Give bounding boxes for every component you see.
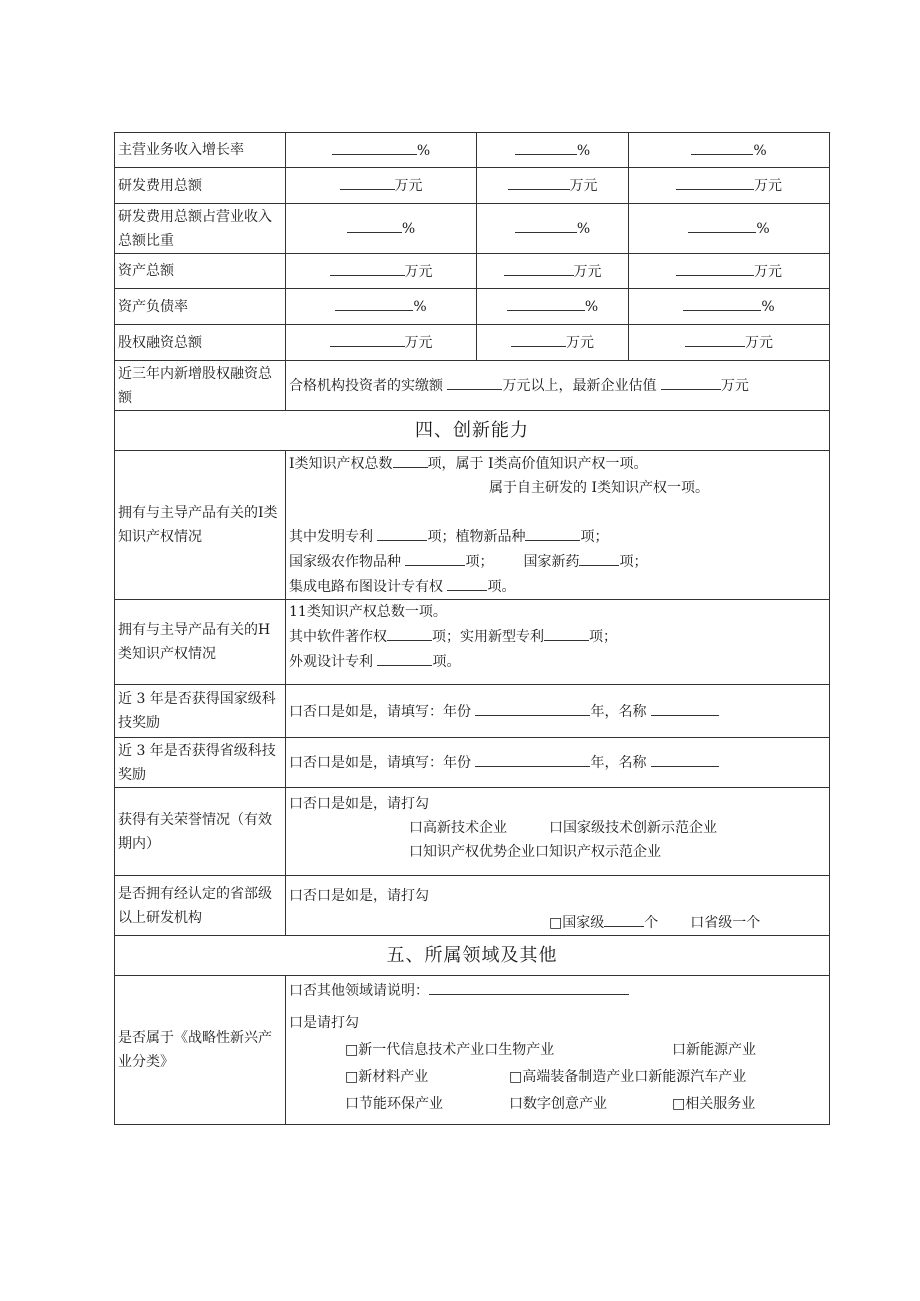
row-label: 近三年内新增股权融资总额 (115, 361, 286, 411)
row-label: 股权融资总额 (115, 325, 286, 361)
honor-ip-checkboxes[interactable]: 口知识产权优势企业口知识产权示范企业 (409, 844, 661, 860)
row-national-award: 近 3 年是否获得国家级科技奖励 口否口是如是，请填写：年份 年，名称 (115, 685, 830, 738)
value-field[interactable] (507, 294, 585, 311)
section-title: 五、所属领域及其他 (115, 936, 830, 976)
row-label: 获得有关荣誉情况（有效期内） (115, 788, 286, 876)
count-field[interactable] (579, 549, 619, 566)
value-field[interactable] (691, 138, 753, 155)
section-title: 四、创新能力 (115, 411, 830, 451)
row-total-assets: 资产总额 万元 万元 万元 (115, 254, 830, 289)
honor-national-demo-checkbox[interactable]: 口国家级技术创新示范企业 (549, 820, 717, 836)
value-field[interactable] (515, 216, 577, 233)
count-field[interactable] (525, 524, 580, 541)
industry-checkbox-new-energy[interactable]: 口新能源产业 (672, 1042, 756, 1058)
count-field[interactable] (377, 649, 432, 666)
count-field[interactable] (387, 624, 432, 641)
enterprise-form-table (114, 132, 830, 1125)
row-ip-class2: 拥有与主导产品有关的H类知识产权情况 11类知识产权总数一项。 其中软件著作权 项；实用新型专利 项； 外观设计专利 项。 (115, 600, 830, 685)
count-field[interactable] (604, 910, 644, 927)
provincial-level-checkbox[interactable]: 口省级一个 (690, 915, 761, 931)
row-new-equity: 近三年内新增股权融资总额 合格机构投资者的实缴额 万元以上，最新企业估值 万元 (115, 361, 830, 411)
row-rnd-institution: 是否拥有经认定的省部级以上研发机构 口否口是如是，请打勾 □国家级 个 口省级一个 (115, 876, 830, 936)
row-provincial-award: 近 3 年是否获得省级科技奖励 口否口是如是，请填写：年份 年，名称 (115, 738, 830, 788)
industry-checkbox-equipment-ev[interactable]: □高端装备制造产业口新能源汽车产业 (509, 1069, 747, 1085)
row-label: 近 3 年是否获得省级科技奖励 (115, 738, 286, 788)
value-field[interactable] (504, 259, 574, 276)
honor-high-tech-checkbox[interactable]: 口高新技术企业 (409, 820, 507, 836)
value-field[interactable] (515, 138, 577, 155)
count-field[interactable] (447, 574, 487, 591)
row-label: 主营业务收入增长率 (115, 133, 286, 168)
row-label: 资产负债率 (115, 289, 286, 325)
row-ip-class1: 拥有与主导产品有关的I类知识产权情况 I类知识产权总数 项，属于 I类高价值知识产权一项。 属于自主研发的 I类知识产权一项。 其中发明专利 项；植物新品种 项； 国家级农作物品种 项； 国家新药 项； 集成电路布图设计专有权 项。 (115, 451, 830, 600)
industry-checkbox-green[interactable]: 口节能环保产业 (345, 1096, 443, 1112)
name-field[interactable] (651, 699, 719, 716)
value-field[interactable] (676, 259, 754, 276)
value-field[interactable] (335, 294, 413, 311)
row-label: 是否拥有经认定的省部级以上研发机构 (115, 876, 286, 936)
value-field[interactable] (683, 294, 761, 311)
row-label: 资产总额 (115, 254, 286, 289)
value-field[interactable] (676, 173, 754, 190)
count-field[interactable] (393, 451, 428, 468)
amount-field[interactable] (447, 373, 502, 390)
value-field[interactable] (688, 216, 756, 233)
value-field[interactable] (330, 259, 405, 276)
row-debt-ratio: 资产负债率 % % % (115, 289, 830, 325)
count-field[interactable] (544, 624, 589, 641)
value-field[interactable] (340, 173, 395, 190)
row-revenue-growth: 主营业务收入增长率 % % % (115, 133, 830, 168)
row-honors: 获得有关荣誉情况（有效期内） 口否口是如是，请打勾 口高新技术企业 口国家级技术创新示范企业 口知识产权优势企业口知识产权示范企业 (115, 788, 830, 876)
row-label: 研发费用总额 (115, 168, 286, 204)
row-label: 研发费用总额占营业收入总额比重 (115, 204, 286, 254)
value-field[interactable] (332, 138, 417, 155)
year-field[interactable] (475, 699, 590, 716)
other-field-input[interactable] (429, 978, 629, 995)
name-field[interactable] (651, 750, 719, 767)
national-level-checkbox[interactable]: □国家级 (549, 915, 605, 931)
year-field[interactable] (475, 750, 590, 767)
value-field[interactable] (330, 330, 405, 347)
section-header-field (115, 936, 830, 976)
count-field[interactable] (377, 524, 427, 541)
value-field[interactable] (347, 216, 402, 233)
industry-checkbox-it-bio[interactable]: □新一代信息技术产业口生物产业 (345, 1042, 555, 1058)
count-field[interactable] (405, 549, 465, 566)
value-field[interactable] (511, 330, 566, 347)
value-field[interactable] (685, 330, 745, 347)
row-label: 近 3 年是否获得国家级科技奖励 (115, 685, 286, 738)
row-strategic-industry: 是否属于《战略性新兴产业分类》 口否其他领域请说明： 口是请打勾 □新一代信息技术产业口生物产业 口新能源产业 □新材料产业 □高端装备制造产业口新能源汽车产业 口节能环保产业 口数字创意产业 □相关服务业 (115, 976, 830, 1125)
value-field[interactable] (508, 173, 570, 190)
row-rnd-total: 研发费用总额 万元 万元 万元 (115, 168, 830, 204)
row-label: 拥有与主导产品有关的H类知识产权情况 (115, 600, 286, 685)
row-rnd-ratio: 研发费用总额占营业收入总额比重 % % % (115, 204, 830, 254)
row-label: 是否属于《战略性新兴产业分类》 (115, 976, 286, 1125)
industry-checkbox-new-materials[interactable]: □新材料产业 (345, 1069, 429, 1085)
valuation-field[interactable] (661, 373, 721, 390)
industry-checkbox-digital[interactable]: 口数字创意产业 (509, 1096, 607, 1112)
section-header-innovation (115, 411, 830, 451)
industry-checkbox-services[interactable]: □相关服务业 (672, 1096, 756, 1112)
row-label: 拥有与主导产品有关的I类知识产权情况 (115, 451, 286, 600)
row-equity-total: 股权融资总额 万元 万元 万元 (115, 325, 830, 361)
